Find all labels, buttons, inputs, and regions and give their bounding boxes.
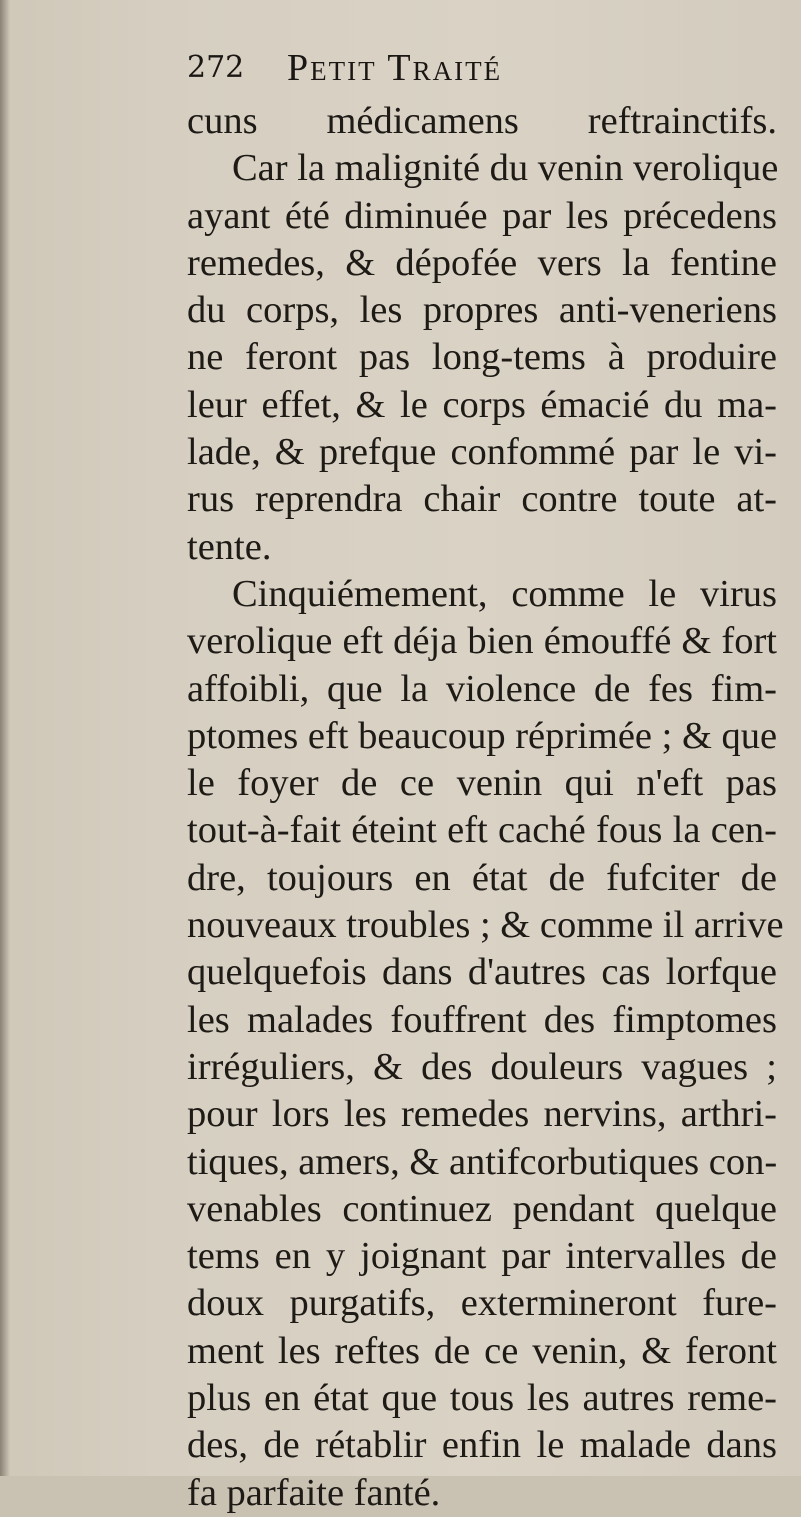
- text-line: Car la malignité du venin verolique: [232, 147, 779, 190]
- running-title: Petit Traité: [287, 47, 503, 89]
- text-line: du corps, les propres anti-veneriens: [187, 289, 777, 332]
- text-line: ayant été diminuée par les précedens: [187, 194, 777, 237]
- page-header: [187, 40, 747, 96]
- text-line: pour lors les remedes nervins, arthri-: [187, 1093, 777, 1136]
- text-line: lade, & prefque confommé par le vi-: [187, 431, 777, 474]
- text-line: des, de rétablir enfin le malade dans: [187, 1424, 777, 1467]
- body-text: [187, 98, 784, 1517]
- text-line: le foyer de ce venin qui n'eft pas: [187, 762, 777, 805]
- text-line: doux purgatifs, extermineront fure-: [187, 1282, 777, 1325]
- text-line: les malades fouffrent des fimptomes: [187, 998, 777, 1041]
- text-line: remedes, & dépofée vers la fentine: [187, 241, 777, 284]
- text-line: leur effet, & le corps émacié du ma-: [187, 383, 777, 426]
- text-line: ne feront pas long-tems à produire: [187, 336, 777, 379]
- text-line: venables continuez pendant quelque: [187, 1187, 777, 1230]
- text-line: tems en y joignant par intervalles de: [187, 1235, 777, 1278]
- text-line: rus reprendra chair contre toute at-: [187, 478, 777, 521]
- text-line: Cinquiémement, comme le virus: [232, 572, 777, 615]
- text-line: tout-à-fait éteint eft caché fous la cen-: [187, 809, 777, 852]
- text-line: quelquefois dans d'autres cas lorfque: [187, 951, 777, 994]
- text-line: nouveaux troubles ; & comme il arrive: [187, 904, 784, 947]
- page-number: 272: [187, 50, 245, 85]
- text-line: affoibli, que la violence de fes fim-: [187, 667, 777, 710]
- text-line: irréguliers, & des douleurs vagues ;: [187, 1045, 777, 1088]
- text-line: verolique eft déja bien émouffé & fort: [187, 620, 777, 663]
- text-line: dre, toujours en état de fufciter de: [187, 856, 777, 899]
- text-line: tente.: [187, 525, 272, 568]
- text-line: plus en état que tous les autres reme-: [187, 1377, 777, 1420]
- text-line: ptomes eft beaucoup réprimée ; & que: [187, 714, 778, 757]
- text-line: tiques, amers, & antifcorbutiques con-: [187, 1140, 778, 1183]
- text-line: fa parfaite fanté.: [187, 1471, 441, 1514]
- page-gutter-shadow: [0, 0, 10, 1476]
- text-line: ment les reftes de ce venin, & feront: [187, 1329, 777, 1372]
- text-line: cuns médicamens reftrainctifs.: [187, 100, 777, 142]
